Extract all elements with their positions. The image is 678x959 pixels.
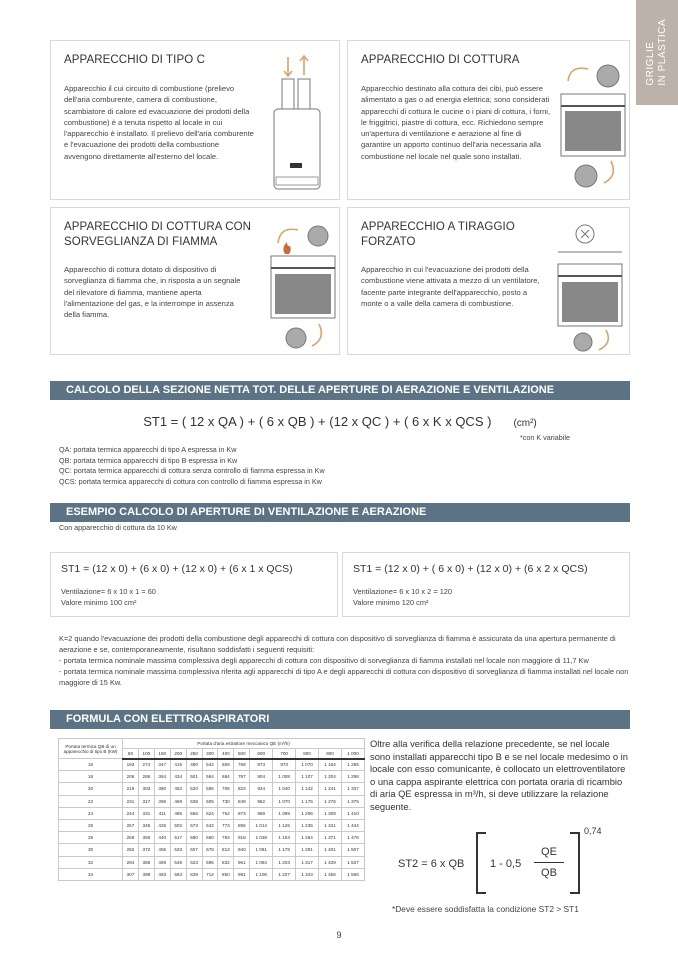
legend-list bbox=[59, 445, 325, 487]
column-header: 100 bbox=[138, 749, 154, 759]
table-cell: 26 bbox=[59, 819, 123, 831]
table-cell: 585 bbox=[202, 783, 218, 795]
card-text: Apparecchio in cui l'evacuazione dei prodotti della combustione viene attivata a mezzo di un ventilatore, facente parte integrante dell'apparecchio, posto a monte o a valle della camera di combustione. bbox=[361, 265, 540, 308]
table-cell: 30 bbox=[59, 844, 123, 856]
formula-st1: ST1 = ( 12 x QA ) + ( 6 x QB ) + (12 x QC ) + ( 6 x K x QCS ) bbox=[143, 414, 492, 429]
side-tab-griglie[interactable] bbox=[636, 0, 678, 105]
table-cell: 896 bbox=[234, 819, 250, 831]
table-cell: 1 204 bbox=[319, 771, 342, 783]
table-cell: 832 bbox=[218, 856, 234, 868]
formula-st1-row bbox=[50, 414, 630, 429]
table-cell: 708 bbox=[218, 783, 234, 795]
legend-qcs: QCS: portata termica apparecchi di cottura con controllo di fiamma espressa in Kw bbox=[59, 476, 322, 486]
table-cell: 520 bbox=[186, 783, 202, 795]
table-cell: 573 bbox=[186, 819, 202, 831]
formula-st2 bbox=[398, 826, 602, 896]
example-line1: Ventilazione= 6 x 10 x 1 = 60 bbox=[61, 587, 156, 596]
bracket-right bbox=[570, 832, 580, 894]
table-cell: 639 bbox=[186, 868, 202, 880]
table-cell: 1 476 bbox=[342, 832, 365, 844]
condition-note: *Deve essere soddisfatta la condizione ST2 > ST1 bbox=[392, 904, 579, 914]
table-cell: 1 106 bbox=[250, 868, 273, 880]
table-cell: 1 227 bbox=[273, 868, 296, 880]
table-cell: 850 bbox=[218, 868, 234, 880]
side-tab-line1: GRIGLIE bbox=[645, 41, 656, 86]
table-row bbox=[59, 819, 365, 831]
table-cell: 642 bbox=[202, 819, 218, 831]
table-cell: 1 444 bbox=[342, 819, 365, 831]
table-cell: 501 bbox=[186, 771, 202, 783]
table-cell: 483 bbox=[154, 868, 170, 880]
table-cell: 1 203 bbox=[273, 856, 296, 868]
table-cell: 1 341 bbox=[319, 819, 342, 831]
example-line2: Valore minimo 120 cm² bbox=[353, 598, 429, 607]
section-elettroaspiratori-heading: FORMULA CON ELETTROASPIRATORI bbox=[50, 710, 630, 729]
table-cell: 1 456 bbox=[319, 868, 342, 880]
table-row bbox=[59, 868, 365, 880]
table-cell: 1 429 bbox=[319, 856, 342, 868]
table-cell: 873 bbox=[250, 759, 273, 771]
k2-paragraph bbox=[59, 633, 629, 688]
table-cell: 289 bbox=[138, 771, 154, 783]
legend-qb: QB: portata termica apparecchi di tipo B espressa in Kw bbox=[59, 455, 238, 465]
page-number: 9 bbox=[336, 930, 342, 940]
section-calcolo-heading: CALCOLO DELLA SEZIONE NETTA TOT. DELLE APERTURE DI AERAZIONE E VENTILAZIONE bbox=[50, 381, 630, 400]
table-cell: 1 241 bbox=[319, 783, 342, 795]
table-cell: 282 bbox=[123, 844, 139, 856]
example-formula: ST1 = (12 x 0) + (6 x 0) + (12 x 0) + (6 x 1 x QCS) bbox=[61, 563, 293, 575]
table-row bbox=[59, 844, 365, 856]
table-cell: 485 bbox=[170, 807, 186, 819]
table-cell: 1 371 bbox=[319, 832, 342, 844]
formula-unit: (cm²) bbox=[513, 418, 537, 429]
table-cell: 1 337 bbox=[342, 783, 365, 795]
numerator: QE bbox=[541, 846, 557, 858]
table-cell: 24 bbox=[59, 807, 123, 819]
column-header: 250 bbox=[186, 749, 202, 759]
table-cell: 452 bbox=[170, 783, 186, 795]
table-cell: 873 bbox=[234, 807, 250, 819]
table-cell: 768 bbox=[234, 759, 250, 771]
table-cell: 1 107 bbox=[296, 771, 319, 783]
table-cell: 1 298 bbox=[342, 771, 365, 783]
table-cell: 623 bbox=[186, 856, 202, 868]
table-cell: 1 255 bbox=[342, 759, 365, 771]
table-row bbox=[59, 795, 365, 807]
example-formula: ST1 = (12 x 0) + ( 6 x 0) + (12 x 0) + (6 x 2 x QCS) bbox=[353, 563, 588, 575]
table-cell: 396 bbox=[154, 795, 170, 807]
table-cell: 317 bbox=[138, 795, 154, 807]
example-line1: Ventilazione= 6 x 10 x 2 = 120 bbox=[353, 587, 453, 596]
table-cell: 1 126 bbox=[273, 819, 296, 831]
esempio-subtitle: Con apparecchio di cottura da 10 Kw bbox=[59, 523, 177, 532]
table-cell: 22 bbox=[59, 795, 123, 807]
table-cell: 1 317 bbox=[296, 856, 319, 868]
table-cell: 1 401 bbox=[319, 844, 342, 856]
column-header: 900 bbox=[319, 749, 342, 759]
boiler-icon bbox=[266, 51, 326, 191]
table-cell: 257 bbox=[123, 819, 139, 831]
formula-inner: 1 - 0,5 bbox=[490, 858, 522, 870]
table-cell: 1 566 bbox=[342, 868, 365, 880]
table-cell: 469 bbox=[154, 856, 170, 868]
table-cell: 372 bbox=[138, 844, 154, 856]
legend-qc: QC: portata termica apparecchi di cottura senza controllo di fiamma espressa in Kw bbox=[59, 466, 325, 475]
formula-st2-left: ST2 = 6 x QB bbox=[398, 858, 465, 870]
column-header: 700 bbox=[273, 749, 296, 759]
example-box-k2 bbox=[342, 552, 630, 617]
card-tipo-c bbox=[50, 40, 340, 200]
card-text: Apparecchio di cottura dotato di dispositivo di sorveglianza di fiamma che, in risposta a un segnale del rilevatore di fiamma, mantiene aperta l'alimentazione del gas, e la interrompe in assenza della fiamma. bbox=[64, 265, 241, 320]
table-cell: 1 264 bbox=[296, 832, 319, 844]
table-cell: 1 537 bbox=[342, 856, 365, 868]
example-line2: Valore minimo 100 cm² bbox=[61, 598, 137, 607]
table-cell: 1 014 bbox=[250, 819, 273, 831]
table-cell: 1 276 bbox=[319, 795, 342, 807]
table-cell: 1 142 bbox=[296, 783, 319, 795]
elettroaspiratori-text: Oltre alla verifica della relazione precedente, se nel locale sono installati apparecchi tipo B e se nel locale medesimo o in locale con esso comunicante, è collocato un elettroventilatore o una cappa aspirante elettrica con portata oraria di ricambio di aria QE espressa in m³/h, si deve utilizzare la relazione seguente. bbox=[370, 738, 628, 812]
table-cell: 548 bbox=[170, 856, 186, 868]
exponent: 0,74 bbox=[584, 826, 602, 836]
table-cell: 18 bbox=[59, 771, 123, 783]
table-cell: 813 bbox=[218, 844, 234, 856]
table-cell: 1 343 bbox=[296, 868, 319, 880]
table-cell: 1 070 bbox=[296, 759, 319, 771]
table-cell: 1 038 bbox=[250, 832, 273, 844]
table-cell: 347 bbox=[154, 759, 170, 771]
row-header: Portata termica QB di un apparecchio di tipo B (kW) bbox=[59, 739, 123, 759]
table-row bbox=[59, 783, 365, 795]
column-header: 200 bbox=[170, 749, 186, 759]
column-header: 800 bbox=[296, 749, 319, 759]
denominator: QB bbox=[541, 867, 557, 879]
section-esempio-heading: ESEMPIO CALCOLO DI APERTURE DI VENTILAZIONE E AERAZIONE bbox=[50, 503, 630, 522]
table-cell: 712 bbox=[202, 868, 218, 880]
table-cell: 542 bbox=[202, 759, 218, 771]
card-text: Apparecchio il cui circuito di combustione (prelievo dell'aria comburente, camera di combustione, scambiatore di calore ed evacuazione dei prodotti della combustione) è a tenuta rispetto al locale in cui l'apparecchio è installato. Il prelievo dell'aria comburente e l'evacuazione dei prodotti della combustione avvengono direttamente all'esterno del locale. bbox=[64, 84, 254, 161]
table-cell: 556 bbox=[186, 807, 202, 819]
column-header: 150 bbox=[154, 749, 170, 759]
card-cottura bbox=[347, 40, 630, 200]
table-cell: 469 bbox=[170, 795, 186, 807]
table-cell: 16 bbox=[59, 759, 123, 771]
table-cell: 904 bbox=[250, 771, 273, 783]
table-cell: 303 bbox=[138, 783, 154, 795]
table-cell: 1 040 bbox=[273, 783, 296, 795]
table-cell: 752 bbox=[218, 807, 234, 819]
table-cell: 1 153 bbox=[273, 832, 296, 844]
table-row bbox=[59, 856, 365, 868]
table-cell: 849 bbox=[234, 795, 250, 807]
table-cell: 502 bbox=[170, 819, 186, 831]
table-cell: 659 bbox=[218, 759, 234, 771]
table-cell: 426 bbox=[154, 819, 170, 831]
table-cell: 231 bbox=[123, 795, 139, 807]
card-title: APPARECCHIO DI COTTURA CON SORVEGLIANZA DI FIAMMA bbox=[64, 221, 252, 248]
table-cell: 988 bbox=[250, 807, 273, 819]
table-cell: 219 bbox=[123, 783, 139, 795]
table-cell: 380 bbox=[154, 783, 170, 795]
table-cell: 345 bbox=[138, 819, 154, 831]
table-cell: 480 bbox=[186, 759, 202, 771]
table-cell: 244 bbox=[123, 807, 139, 819]
card-title: APPARECCHIO DI COTTURA bbox=[361, 54, 520, 66]
table-cell: 607 bbox=[186, 844, 202, 856]
col-header: Portata d'aria estrattore meccanico QE (m³/h) bbox=[123, 739, 365, 749]
paragraph-line: K=2 quando l'evacuazione dei prodotti della combustione degli apparecchi di cottura con dispositivo di sorveglianza di fiamma è assicurata da una apertura permanente di aerazione e se, contemporaneamente, risultano soddisfatti i seguenti requisiti: bbox=[59, 634, 616, 654]
table-cell: 416 bbox=[170, 759, 186, 771]
table-cell: 20 bbox=[59, 783, 123, 795]
table-cell: 533 bbox=[170, 844, 186, 856]
table-cell: 695 bbox=[202, 856, 218, 868]
column-header: 400 bbox=[218, 749, 234, 759]
table-cell: 1 507 bbox=[342, 844, 365, 856]
card-tiraggio-forzato bbox=[347, 207, 630, 355]
table-cell: 331 bbox=[138, 807, 154, 819]
paragraph-line: - portata termica nominale massima complessiva riferita agli apparecchi di tipo A e degli apparecchi di cottura con dispositivo di sorveglianza di fiamma installati nel locale non maggiore di 15 Kw. bbox=[59, 667, 629, 687]
table-cell: 440 bbox=[154, 832, 170, 844]
table-cell: 1 375 bbox=[342, 795, 365, 807]
oven-flame-icon bbox=[266, 218, 341, 358]
table-cell: 269 bbox=[123, 832, 139, 844]
table-cell: 962 bbox=[250, 795, 273, 807]
table-cell: 385 bbox=[138, 856, 154, 868]
table-cell: 590 bbox=[186, 832, 202, 844]
table-cell: 1 309 bbox=[319, 807, 342, 819]
table-cell: 940 bbox=[234, 844, 250, 856]
table-cell: 961 bbox=[234, 856, 250, 868]
table-cell: 1 164 bbox=[319, 759, 342, 771]
column-header: 300 bbox=[202, 749, 218, 759]
table-cell: 193 bbox=[123, 759, 139, 771]
card-text: Apparecchio destinato alla cottura dei cibi, può essere alimentato a gas o ad energia elettrica; sono considerati apparecchi di cottura le cucine o i piani di cottura, i forni, le friggitrici, piastre di cottura, ecc. Richiedono sempre un'apertura di ventilazione e aerazione al fine di garantire un apporto continuo dell'aria necessaria alla combustione nel locale nel quale sono installati. bbox=[361, 84, 551, 161]
table-cell: 28 bbox=[59, 832, 123, 844]
table-cell: 1 235 bbox=[296, 819, 319, 831]
table-cell: 1 099 bbox=[273, 807, 296, 819]
table-cell: 1 061 bbox=[250, 844, 273, 856]
table-cell: 517 bbox=[170, 832, 186, 844]
table-cell: 797 bbox=[234, 771, 250, 783]
table-cell: 32 bbox=[59, 856, 123, 868]
column-header: 50 bbox=[123, 749, 139, 759]
table-cell: 1 175 bbox=[296, 795, 319, 807]
table-cell: 730 bbox=[218, 795, 234, 807]
table-cell: 823 bbox=[234, 783, 250, 795]
fraction-line bbox=[534, 862, 564, 863]
k-note: *con K variabile bbox=[520, 433, 570, 442]
table-cell: 294 bbox=[123, 856, 139, 868]
table-cell: 934 bbox=[250, 783, 273, 795]
example-box-k1 bbox=[50, 552, 338, 617]
bracket-left bbox=[476, 832, 486, 894]
table-cell: 206 bbox=[123, 771, 139, 783]
table-cell: 1 070 bbox=[273, 795, 296, 807]
table-cell: 624 bbox=[202, 807, 218, 819]
table-row bbox=[59, 771, 365, 783]
table-cell: 359 bbox=[138, 832, 154, 844]
table-cell: 793 bbox=[218, 832, 234, 844]
paragraph-line: - portata termica nominale massima complessiva degli apparecchi di cottura con dispositivo di sorveglianza di fiamma installati nel locale non maggiore di 11,7 Kw bbox=[59, 656, 589, 665]
table-cell: 398 bbox=[138, 868, 154, 880]
table-cell: 1 178 bbox=[273, 844, 296, 856]
table-cell: 660 bbox=[202, 832, 218, 844]
table-cell: 973 bbox=[273, 759, 296, 771]
table-cell: 918 bbox=[234, 832, 250, 844]
table-cell: 564 bbox=[202, 771, 218, 783]
table-cell: 684 bbox=[218, 771, 234, 783]
table-cell: 307 bbox=[123, 868, 139, 880]
legend-qa: QA: portata termica apparecchi di tipo A espressa in Kw bbox=[59, 445, 237, 454]
table-cell: 1 291 bbox=[296, 844, 319, 856]
column-header: 1 000 bbox=[342, 749, 365, 759]
table-row bbox=[59, 759, 365, 771]
card-title: APPARECCHIO A TIRAGGIO FORZATO bbox=[361, 221, 515, 248]
card-cottura-sorveglianza bbox=[50, 207, 340, 355]
card-title: APPARECCHIO DI TIPO C bbox=[64, 54, 205, 66]
table-cell: 1 410 bbox=[342, 807, 365, 819]
table-cell: 411 bbox=[154, 807, 170, 819]
table-cell: 455 bbox=[154, 844, 170, 856]
table-cell: 1 084 bbox=[250, 856, 273, 868]
column-header: 600 bbox=[250, 749, 273, 759]
portata-table bbox=[58, 738, 365, 881]
table-cell: 1 206 bbox=[296, 807, 319, 819]
oven-fan-icon bbox=[553, 216, 628, 356]
table-cell: 981 bbox=[234, 868, 250, 880]
oven-icon bbox=[556, 51, 631, 196]
table-cell: 773 bbox=[218, 819, 234, 831]
column-header: 500 bbox=[234, 749, 250, 759]
table-cell: 678 bbox=[202, 844, 218, 856]
table-cell: 1 008 bbox=[273, 771, 296, 783]
table-cell: 538 bbox=[186, 795, 202, 807]
table-cell: 434 bbox=[170, 771, 186, 783]
table-row bbox=[59, 807, 365, 819]
table-cell: 364 bbox=[154, 771, 170, 783]
table-cell: 274 bbox=[138, 759, 154, 771]
side-tab-line2: IN PLASTICA bbox=[657, 19, 668, 86]
table-cell: 605 bbox=[202, 795, 218, 807]
table-cell: 563 bbox=[170, 868, 186, 880]
table-row bbox=[59, 832, 365, 844]
table-cell: 34 bbox=[59, 868, 123, 880]
